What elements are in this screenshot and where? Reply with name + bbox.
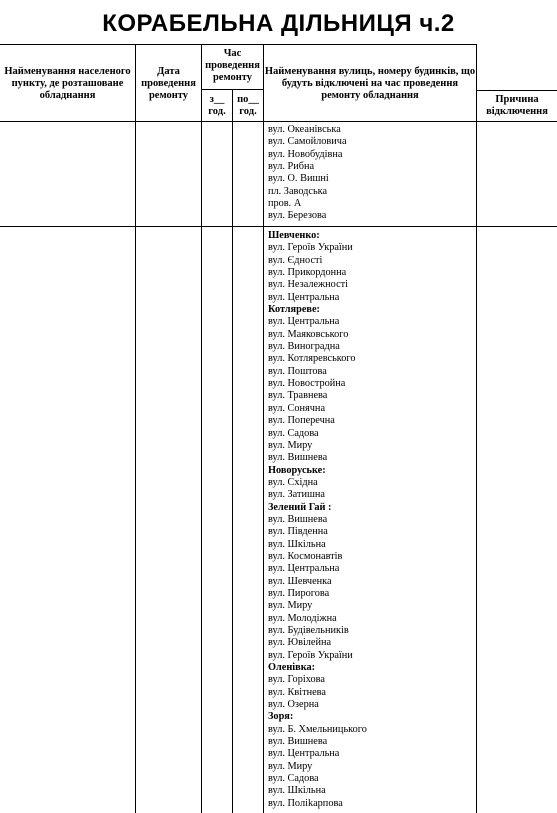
reason-header-top-border: [476, 90, 557, 91]
street-item: вул. Ювілейна: [268, 637, 332, 649]
street-item: вул. Шкільна: [268, 785, 326, 797]
street-item: вул. Пирогова: [268, 587, 330, 599]
street-item: вул. Садова: [268, 427, 319, 439]
street-item: пров. А: [268, 198, 302, 210]
settlement-heading: Новоруське:: [268, 464, 326, 476]
col-divider-3: [232, 89, 233, 813]
street-item: вул. Рибна: [268, 161, 315, 173]
street-item: вул. Затишна: [268, 489, 325, 501]
col-divider-2: [201, 44, 202, 813]
street-item: вул. Садова: [268, 773, 319, 785]
street-item: вул. Молодіжна: [268, 612, 337, 624]
street-item: вул. Шевченка: [268, 575, 332, 587]
street-item: вул. Котляревського: [268, 353, 356, 365]
header-streets: Найменування вулиць, номеру будинків, що будуть відключені на час проведення ремонту обладнання: [264, 66, 476, 101]
street-item: вул. О. Вишні: [268, 173, 329, 185]
street-item: вул. Новобудівна: [268, 148, 343, 160]
street-item: вул. Незалежності: [268, 279, 349, 291]
street-item: вул. Поперечна: [268, 415, 335, 427]
street-list-block-1: [268, 124, 347, 223]
street-item: вул. Поштова: [268, 365, 327, 377]
street-item: вул. Миру: [268, 439, 313, 451]
street-item: вул. Космонавтів: [268, 550, 343, 562]
street-item: вул. Новостройна: [268, 378, 346, 390]
street-item: вул. Океанівська: [268, 124, 341, 135]
street-item: вул. Березова: [268, 210, 327, 222]
street-item: вул. Б. Хмельницького: [268, 723, 367, 735]
street-item: вул. Вишнева: [268, 736, 328, 748]
settlement-heading: Шевченко:: [268, 230, 320, 241]
street-item: вул. Квітнева: [268, 686, 326, 698]
settlement-heading: Зелений Гай :: [268, 501, 332, 513]
header-time: Час проведення ремонту: [205, 48, 260, 83]
table-top-border: [0, 44, 476, 45]
street-item: вул. Центральна: [268, 316, 340, 328]
settlement-heading: Котляреве:: [268, 304, 320, 316]
street-item: вул. Сонячна: [268, 402, 326, 414]
header-time-to: по__ год.: [237, 94, 259, 117]
col-divider-4: [263, 44, 264, 813]
header-settlement: Найменування населеного пункту, де розташоване обладнання: [4, 66, 131, 101]
street-item: вул. Миру: [268, 600, 313, 612]
header-reason: Причина відключення: [486, 94, 548, 117]
street-item: вул. Самойловича: [268, 136, 347, 148]
street-item: вул. Горіхова: [268, 674, 325, 686]
street-item: вул. Вишнева: [268, 513, 328, 525]
header-time-from: з__ год.: [208, 94, 226, 117]
col-divider-1: [135, 44, 136, 813]
street-item: вул. Шкільна: [268, 538, 326, 550]
street-item: пл. Заводська: [268, 185, 328, 197]
street-item: вул. Миру: [268, 760, 313, 772]
street-item: вул. Героїв України: [268, 649, 353, 661]
street-item: вул. Героїв України: [268, 242, 353, 254]
header-bottom-border: [0, 121, 557, 122]
street-item: вул. Прикордонна: [268, 267, 347, 279]
street-item: вул. Центральна: [268, 748, 340, 760]
street-item: вул. Поліkарпова: [268, 797, 343, 809]
street-item: вул. Східна: [268, 476, 318, 488]
page-title: КОРАБЕЛЬНА ДІЛЬНИЦЯ ч.2: [102, 10, 455, 37]
street-item: вул. Центральна: [268, 563, 340, 575]
street-item: вул. Озерна: [268, 699, 319, 711]
street-item: вул. Єдності: [268, 254, 323, 266]
settlement-heading: Зоря:: [268, 711, 294, 723]
street-item: вул. Будівельників: [268, 625, 349, 636]
street-item: вул. Південна: [268, 526, 328, 538]
col-divider-5: [476, 44, 477, 813]
street-item: вул. Центральна: [268, 291, 340, 303]
header-date: Дата проведення ремонту: [141, 66, 196, 101]
row-divider: [0, 226, 557, 227]
street-item: вул. Маяковського: [268, 328, 349, 340]
settlement-heading: Оленівка:: [268, 662, 316, 674]
street-list-block-2: [268, 230, 367, 810]
street-item: вул. Виноградна: [268, 341, 340, 353]
street-item: вул. Вишнева: [268, 452, 328, 464]
street-item: вул. Травнева: [268, 390, 328, 402]
